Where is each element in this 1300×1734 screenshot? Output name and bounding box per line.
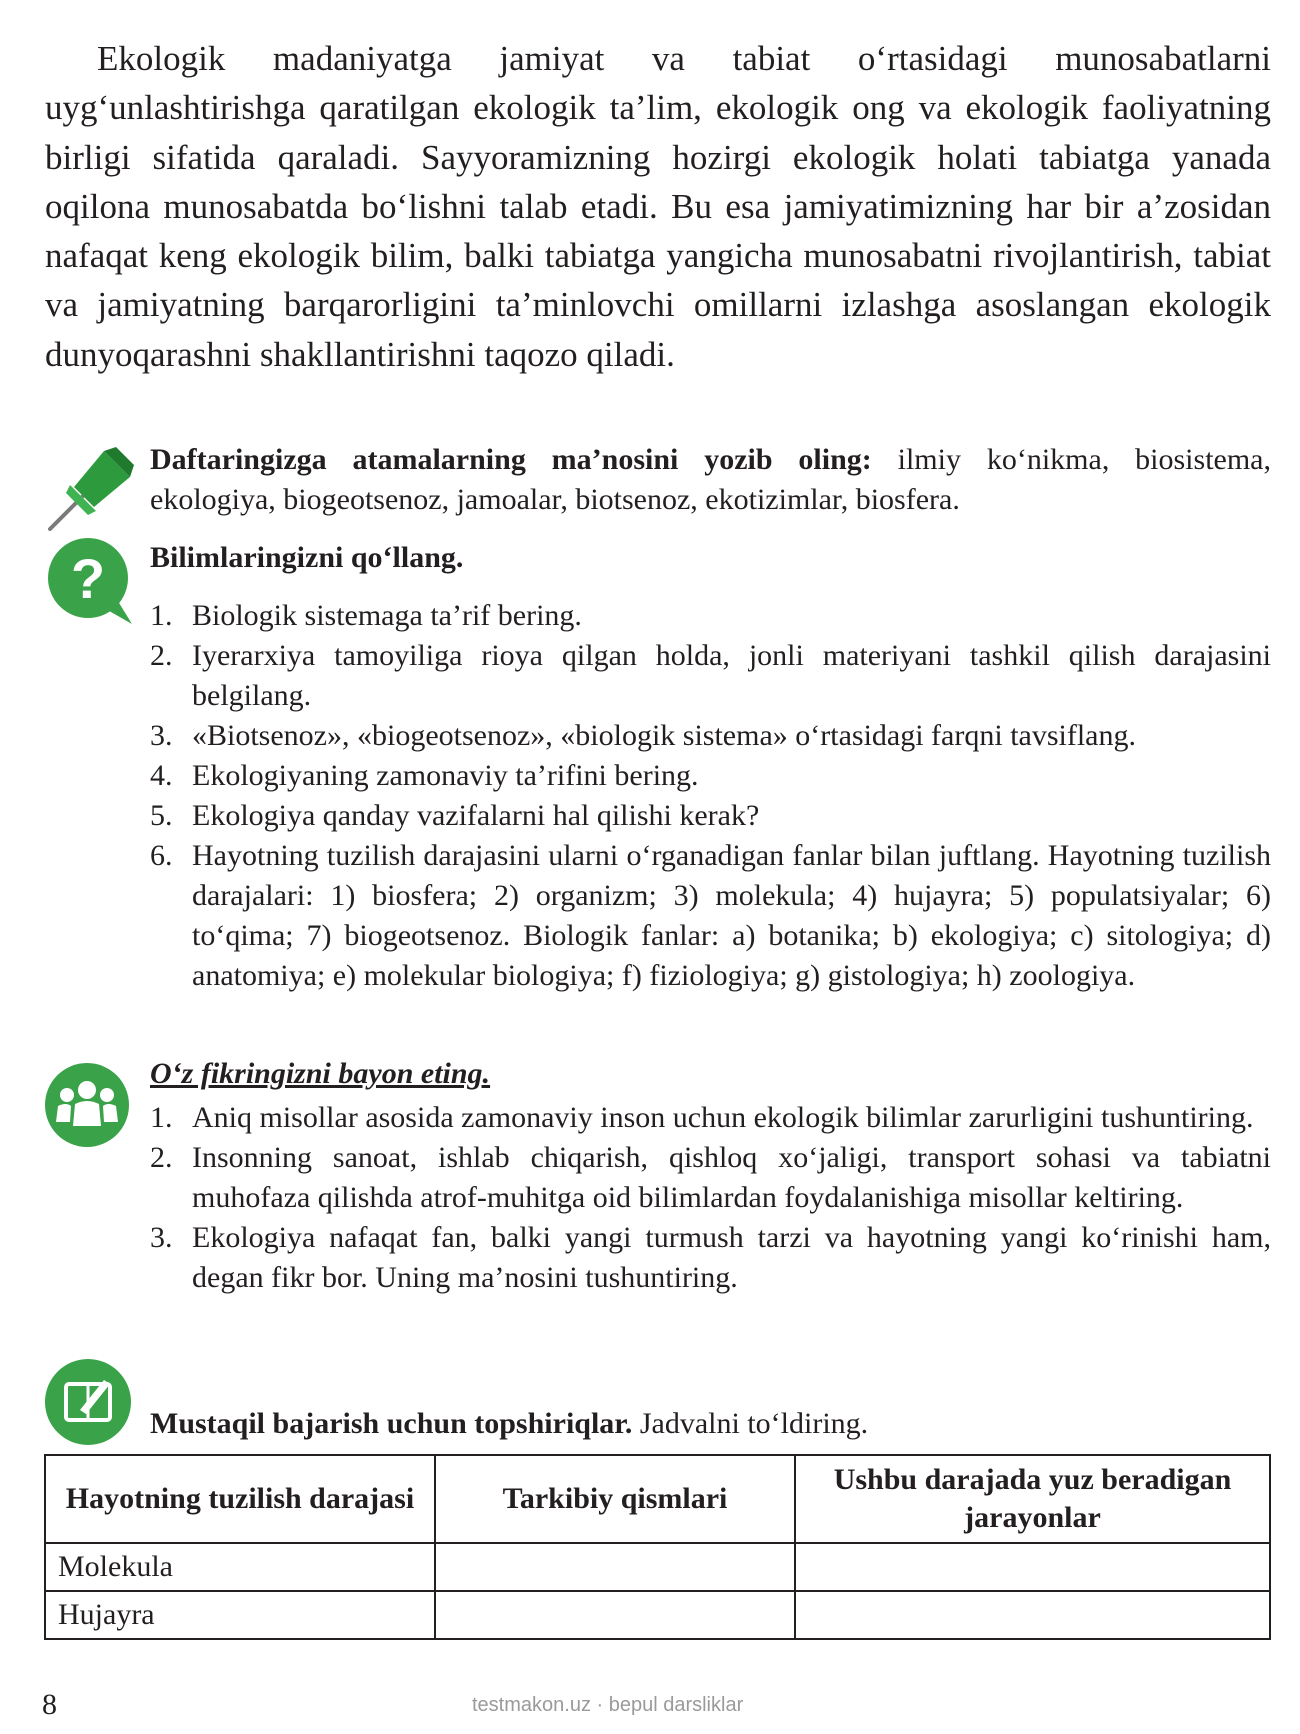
tasks-text: Jadvalni to‘ldiring. (639, 1407, 869, 1440)
opinion-section (150, 1054, 1271, 1298)
table-cell: Molekula (45, 1543, 435, 1591)
pin-icon (44, 445, 134, 540)
apply-list (150, 596, 1271, 996)
table-header-cell: Tarkibiy qismlari (435, 1455, 795, 1543)
list-item: 1. Biologik sistemaga ta’rif bering. (150, 599, 582, 632)
notebook-icon (44, 1358, 132, 1451)
intro-paragraph: Ekologik madaniyatga jamiyat va tabiat o‘rtasidagi munosabatlarni uyg‘unlashtirishga qaratilgan ekologik ta’lim, ekologik ong va ekologik faoliyatning birligi sifatida qaraladi. Sayyoramizning hozirgi ekologik holati tabiatga yanada oqilona munosabatda bo‘lishni talab etadi. Bu esa jamiyatimizning har bir a’zosidan nafaqat keng ekologik bilim, balki tabiatga yangicha munosabatni rivojlantirish, tabiat va jamiyatning barqarorligini ta’minlovchi omillarni izlashga asoslangan ekologik dunyoqarashni shakllantirishni taqozo qiladi. (45, 39, 1271, 374)
apply-title: Bilimlaringizni qo‘llang. (150, 541, 464, 574)
apply-section (150, 538, 1271, 996)
table-cell[interactable] (795, 1591, 1270, 1639)
table-header-cell: Ushbu darajada yuz beradigan jarayonlar (795, 1455, 1270, 1543)
tasks-label: Mustaqil bajarish uchun topshiriqlar. (150, 1407, 633, 1440)
terms-section (150, 440, 1271, 520)
table-row (45, 1543, 1270, 1591)
table-row (45, 1591, 1270, 1639)
list-item: 2. Iyerarxiya tamoyiliga rioya qilgan holda, jonli materiyani tashkil qilish darajasini belgilang. (150, 639, 1271, 712)
table-cell: Hujayra (45, 1591, 435, 1639)
question-icon (44, 536, 134, 631)
table-cell[interactable] (435, 1591, 795, 1639)
people-icon (44, 1062, 130, 1153)
list-item: 4. Ekologiyaning zamonaviy ta’rifini bering. (150, 759, 699, 792)
opinion-title: O‘z fikringizni bayon eting. (150, 1057, 491, 1090)
list-item: 5. Ekologiya qanday vazifalarni hal qilishi kerak? (150, 799, 760, 832)
terms-text: ilmiy ko‘nikma, biosistema, ekologiya, biogeotsenoz, jamoalar, biotsenoz, ekotizimlar, biosfera. (150, 443, 1271, 516)
svg-text:?: ? (70, 547, 106, 610)
opinion-list (150, 1098, 1271, 1298)
list-item: 3. Ekologiya nafaqat fan, balki yangi turmush tarzi va hayotning yangi ko‘rinishi ham, degan fikr bor. Uning ma’nosini tushuntiring. (150, 1221, 1271, 1294)
table-header-row (45, 1455, 1270, 1543)
tasks-section (150, 1404, 1271, 1444)
watermark: testmakon.uz · bepul darsliklar (472, 1694, 744, 1716)
table-cell[interactable] (435, 1543, 795, 1591)
table-header-cell: Hayotning tuzilish darajasi (45, 1455, 435, 1543)
list-item: 1. Aniq misollar asosida zamonaviy inson uchun ekologik bilimlar zarurligini tushuntiring. (150, 1101, 1254, 1134)
table-cell[interactable] (795, 1543, 1270, 1591)
levels-table (44, 1454, 1271, 1640)
page-number: 8 (42, 1688, 57, 1721)
list-item: 6. Hayotning tuzilish darajasini ularni o‘rganadigan fanlar bilan juftlang. Hayotning tuzilish darajalari: 1) biosfera; 2) organizm; 3) molekula; 4) hujayra; 5) populatsiyalar; 6) to‘qima; 7) biogeotsenoz. Biologik fanlar: a) botanika; b) ekologiya; c) sitologiya; d) anatomiya; e) molekular biologiya; f) fiziologiya; g) gistologiya; h) zoologiya. (150, 839, 1271, 992)
terms-label: Daftaringizga atamalarning ma’nosini yozib oling: (150, 443, 872, 476)
list-item: 3. «Biotsenoz», «biogeotsenoz», «biologik sistema» o‘rtasidagi farqni tavsiflang. (150, 719, 1136, 752)
list-item: 2. Insonning sanoat, ishlab chiqarish, qishloq xo‘jaligi, transport sohasi va tabiatni muhofaza qilishda atrof-muhitga oid bilimlardan foydalanishiga misollar keltiring. (150, 1141, 1271, 1214)
